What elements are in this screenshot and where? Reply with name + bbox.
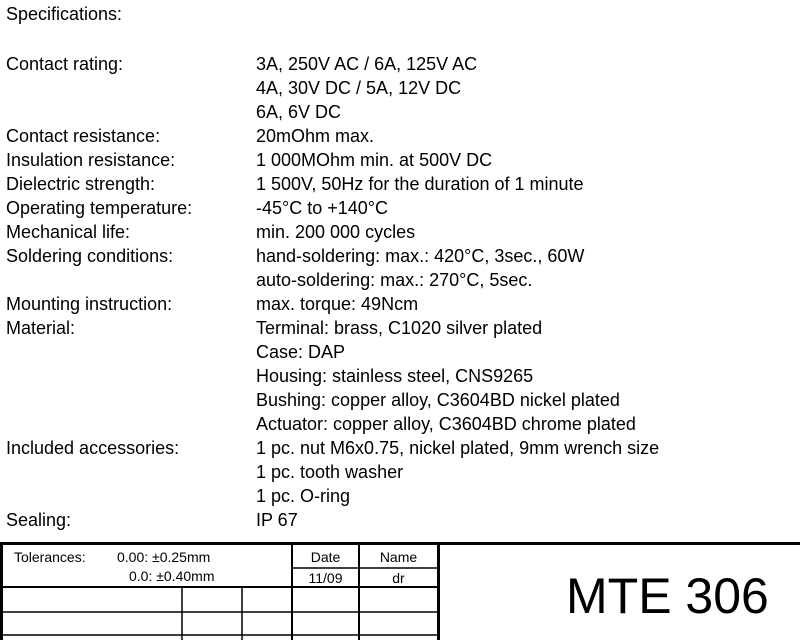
specifications-list — [6, 52, 796, 532]
spec-value: 20mOhm max. — [256, 126, 375, 146]
spec-label: Mechanical life: — [6, 222, 131, 242]
spec-values — [256, 172, 796, 196]
spec-value: min. 200 000 cycles — [256, 222, 416, 242]
spec-value: Actuator: copper alloy, C3604BD chrome plated — [256, 414, 636, 434]
spec-value: 1 500V, 50Hz for the duration of 1 minute — [256, 174, 584, 194]
spec-label: Material: — [6, 318, 76, 338]
spec-row — [6, 196, 796, 220]
spec-row — [6, 172, 796, 196]
spec-row — [6, 220, 796, 244]
spec-value: Bushing: copper alloy, C3604BD nickel plated — [256, 390, 620, 410]
spec-value: hand-soldering: max.: 420°C, 3sec., 60W — [256, 246, 585, 266]
date-header: Date — [310, 549, 341, 565]
spec-value: Housing: stainless steel, CNS9265 — [256, 366, 534, 386]
spec-label: Insulation resistance: — [6, 150, 176, 170]
spec-values — [256, 124, 796, 148]
spec-values — [256, 148, 796, 172]
spec-values — [256, 52, 796, 124]
spec-values — [256, 316, 796, 436]
spec-label: Included accessories: — [6, 438, 180, 458]
spec-value: 6A, 6V DC — [256, 102, 342, 122]
part-number: MTE 306 — [566, 568, 769, 624]
spec-value: Terminal: brass, C1020 silver plated — [256, 318, 543, 338]
spec-label: Mounting instruction: — [6, 294, 173, 314]
spec-value: auto-soldering: max.: 270°C, 5sec. — [256, 270, 533, 290]
spec-value: 1 pc. O-ring — [256, 486, 351, 506]
spec-value: 1 000MOhm min. at 500V DC — [256, 150, 493, 170]
spec-values — [256, 508, 796, 532]
spec-value: 3A, 250V AC / 6A, 125V AC — [256, 54, 478, 74]
spec-label: Dielectric strength: — [6, 174, 156, 194]
spec-values — [256, 220, 796, 244]
spec-value: Case: DAP — [256, 342, 346, 362]
spec-row — [6, 52, 796, 124]
spec-values — [256, 292, 796, 316]
spec-label: Soldering conditions: — [6, 246, 174, 266]
tolerances-label: Tolerances: — [14, 549, 86, 565]
spec-label: Sealing: — [6, 510, 72, 530]
spec-row — [6, 292, 796, 316]
spec-label: Contact rating: — [6, 54, 124, 74]
spec-row — [6, 148, 796, 172]
spec-values — [256, 436, 796, 508]
name-value: dr — [392, 570, 405, 586]
spec-label: Operating temperature: — [6, 198, 193, 218]
spec-value: 4A, 30V DC / 5A, 12V DC — [256, 78, 462, 98]
name-header: Name — [379, 549, 418, 565]
spec-row — [6, 436, 796, 508]
page-heading: Specifications: — [6, 4, 123, 24]
spec-value: max. torque: 49Ncm — [256, 294, 419, 314]
spec-value: -45°C to +140°C — [256, 198, 388, 218]
spec-row — [6, 316, 796, 436]
date-value: 11/09 — [308, 570, 343, 586]
tolerance-two-decimals: 0.00: ±0.25mm — [117, 549, 211, 565]
spec-value: 1 pc. nut M6x0.75, nickel plated, 9mm wrench size — [256, 438, 660, 458]
spec-row — [6, 508, 796, 532]
spec-values — [256, 196, 796, 220]
spec-row — [6, 124, 796, 148]
tolerance-one-decimal: 0.0: ±0.40mm — [129, 568, 215, 584]
spec-value: 1 pc. tooth washer — [256, 462, 404, 482]
spec-value: IP 67 — [256, 510, 298, 530]
spec-label: Contact resistance: — [6, 126, 161, 146]
spec-values — [256, 244, 796, 292]
spec-row — [6, 244, 796, 292]
